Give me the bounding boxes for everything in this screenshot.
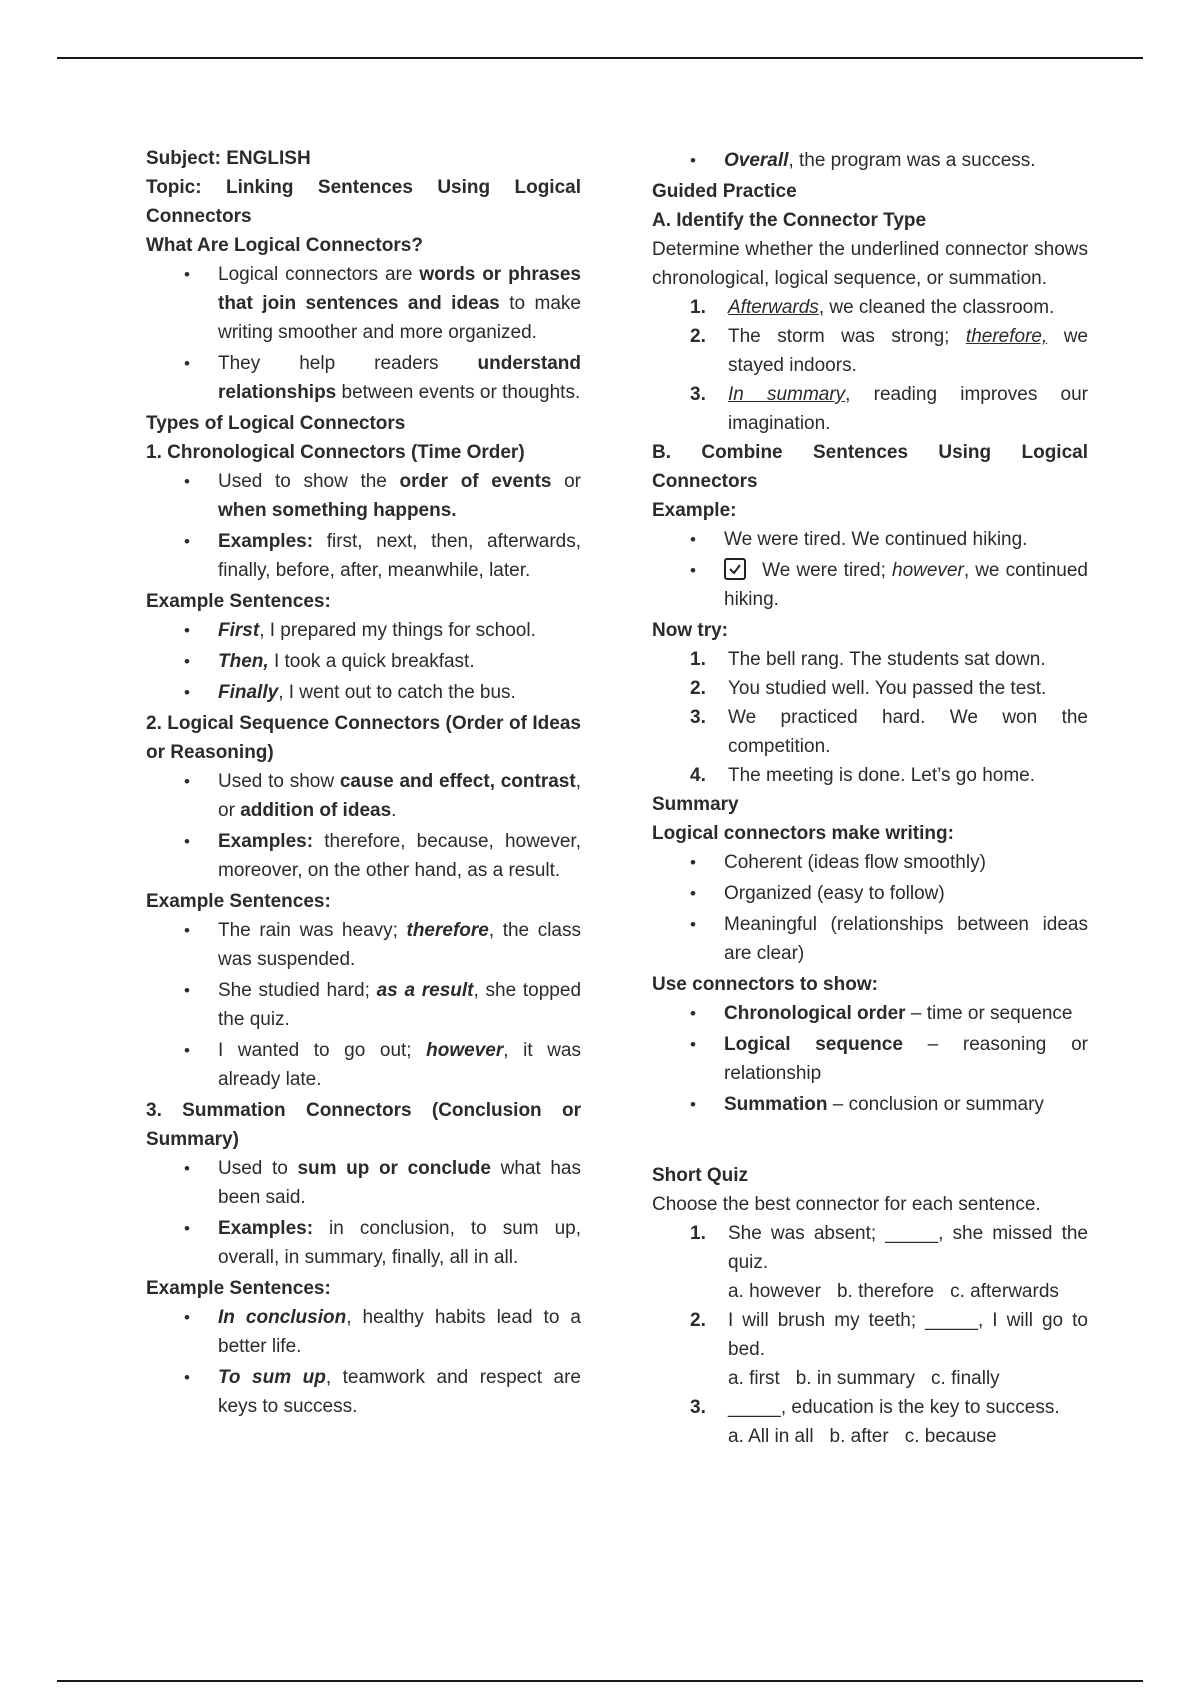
list-item: • She studied hard; as a result, she topped the quiz. <box>146 976 581 1034</box>
sum-examples-heading: Example Sentences: <box>146 1278 331 1299</box>
list-item: 3. We practiced hard. We won the competition. <box>690 707 1088 757</box>
list-item: • Meaningful (relationships between ideas are clear) <box>652 910 1088 968</box>
list-item: 1. The bell rang. The students sat down. <box>690 649 1046 670</box>
quiz-item: 3. _____, education is the key to success. a. All in all b. after c. because <box>690 1397 1060 1447</box>
quiz-heading: Short Quiz <box>652 1165 749 1186</box>
list-item: • In conclusion, healthy habits lead to a better life. <box>146 1303 581 1361</box>
now-try-heading: Now try: <box>652 620 728 641</box>
list-item: • Used to show the order of events or when something happens. <box>146 467 581 525</box>
list-item: • I wanted to go out; however, it was already late. <box>146 1036 581 1094</box>
quiz-item: 1. She was absent; _____, she missed the quiz. a. however b. therefore c. afterwards <box>690 1223 1088 1302</box>
list-item: 4. The meeting is done. Let’s go home. <box>690 765 1036 786</box>
list-item: • Examples: in conclusion, to sum up, overall, in summary, finally, all in all. <box>146 1214 581 1272</box>
list-item: • Examples: therefore, because, however, moreover, on the other hand, as a result. <box>146 827 581 885</box>
use-connectors-heading: Use connectors to show: <box>652 974 878 995</box>
list-item: • Logical connectors are words or phrases that join sentences and ideas to make writing smoother and more organized. <box>146 260 581 347</box>
list-item: • Then, I took a quick breakfast. <box>146 647 581 676</box>
list-item: • We were tired; however, we continued hiking. <box>652 556 1088 614</box>
logic-list <box>146 767 581 885</box>
chrono-list <box>146 467 581 585</box>
topic-line: Topic: Linking Sentences Using Logical Connectors <box>146 177 581 227</box>
list-item: • Used to show cause and effect, contrast, or addition of ideas. <box>146 767 581 825</box>
guided-heading: Guided Practice <box>652 181 797 202</box>
now-try-list <box>652 645 1088 790</box>
list-item: • Coherent (ideas flow smoothly) <box>652 848 1088 877</box>
chrono-examples-heading: Example Sentences: <box>146 591 331 612</box>
list-item: • Overall, the program was a success. <box>652 146 1088 175</box>
sum-heading: 3. Summation Connectors (Conclusion or Summary) <box>146 1100 581 1150</box>
right-column <box>652 146 1088 1451</box>
list-item: • The rain was heavy; therefore, the class was suspended. <box>146 916 581 974</box>
list-item: • Organized (easy to follow) <box>652 879 1088 908</box>
top-rule <box>57 57 1143 59</box>
list-item: • To sum up, teamwork and respect are keys to success. <box>146 1363 581 1421</box>
chrono-heading: 1. Chronological Connectors (Time Order) <box>146 442 525 463</box>
types-heading: Types of Logical Connectors <box>146 413 406 434</box>
checkbox-checked-icon <box>724 558 746 580</box>
list-item: • Chronological order – time or sequence <box>652 999 1088 1028</box>
list-item: 3. In summary, reading improves our imagination. <box>690 384 1088 434</box>
summary-heading: Summary <box>652 794 739 815</box>
overall-list <box>652 146 1088 175</box>
list-item: • Finally, I went out to catch the bus. <box>146 678 581 707</box>
list-item: • Summation – conclusion or summary <box>652 1090 1088 1119</box>
list-item: 2. The storm was strong; therefore, we stayed indoors. <box>690 326 1088 376</box>
combine-example-list <box>652 525 1088 614</box>
list-item: • They help readers understand relationships between events or thoughts. <box>146 349 581 407</box>
logic-examples-heading: Example Sentences: <box>146 891 331 912</box>
what-heading: What Are Logical Connectors? <box>146 235 423 256</box>
subject-line: Subject: ENGLISH <box>146 148 311 169</box>
quiz-item: 2. I will brush my teeth; _____, I will go to bed. a. first b. in summary c. finally <box>690 1310 1088 1389</box>
quiz-list <box>652 1219 1088 1451</box>
section-a-instructions: Determine whether the underlined connector shows chronological, logical sequence, or summation. <box>652 239 1088 289</box>
sum-examples-list <box>146 1303 581 1421</box>
list-item: • Examples: first, next, then, afterwards, finally, before, after, meanwhile, later. <box>146 527 581 585</box>
logic-heading: 2. Logical Sequence Connectors (Order of Ideas or Reasoning) <box>146 713 581 763</box>
list-item: 2. You studied well. You passed the test. <box>690 678 1047 699</box>
list-item: 1. Afterwards, we cleaned the classroom. <box>690 297 1055 318</box>
logic-examples-list <box>146 916 581 1094</box>
chrono-examples-list <box>146 616 581 707</box>
list-item: • Used to sum up or conclude what has been said. <box>146 1154 581 1212</box>
section-a-heading: A. Identify the Connector Type <box>652 210 927 231</box>
make-writing-list <box>652 848 1088 968</box>
what-list <box>146 260 581 407</box>
left-column <box>146 144 581 1423</box>
sum-list <box>146 1154 581 1272</box>
section-b-heading: B. Combine Sentences Using Logical Connectors <box>652 442 1088 492</box>
make-writing-heading: Logical connectors make writing: <box>652 823 954 844</box>
quiz-instructions: Choose the best connector for each sentence. <box>652 1194 1041 1215</box>
list-item: • Logical sequence – reasoning or relationship <box>652 1030 1088 1088</box>
list-item: • First, I prepared my things for school. <box>146 616 581 645</box>
bottom-rule <box>57 1680 1143 1682</box>
example-label: Example: <box>652 500 737 521</box>
use-connectors-list <box>652 999 1088 1119</box>
list-item: • We were tired. We continued hiking. <box>652 525 1088 554</box>
section-a-list <box>652 293 1088 438</box>
